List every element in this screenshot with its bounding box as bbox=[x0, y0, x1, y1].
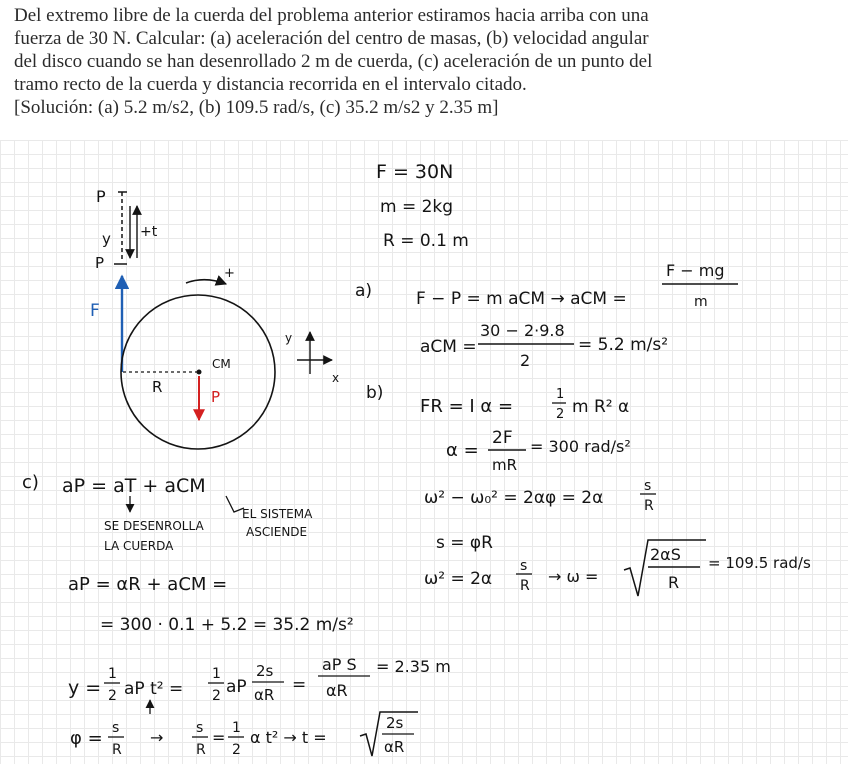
part-a-eq2-num: 30 − 2·9.8 bbox=[480, 321, 565, 340]
problem-line: del disco cuando se han desenrollado 2 m de cuerda, (c) aceleración de un punto del bbox=[14, 51, 653, 72]
part-c-half2-den: 2 bbox=[212, 688, 221, 704]
problem-line: fuerza de 30 N. Calcular: (a) aceleración del centro de masas, (b) velocidad angular bbox=[14, 28, 649, 49]
label-p-point: P bbox=[95, 254, 105, 272]
label-radius: R bbox=[152, 378, 163, 396]
part-c-eq4-b: aP bbox=[226, 677, 247, 697]
note-rises-line2: ASCIENDE bbox=[246, 525, 308, 539]
problem-line: tramo recto de la cuerda y distancia recorrida en el intervalo citado. bbox=[14, 74, 527, 95]
given-mass: m = 2kg bbox=[380, 197, 454, 217]
label-plus-t: +t bbox=[140, 224, 158, 240]
part-c-label: c) bbox=[22, 472, 39, 493]
part-b-eq5-lhs: ω² = 2α bbox=[424, 569, 493, 589]
part-b-eq1-frac-den: 2 bbox=[556, 407, 565, 422]
solution-line: [Solución: (a) 5.2 m/s2, (b) 109.5 rad/s, (c) 35.2 m/s2 y 2.35 m] bbox=[14, 97, 499, 118]
part-b-eq3-den: R bbox=[644, 498, 654, 514]
part-a-eq2-den: 2 bbox=[520, 351, 531, 370]
part-c-eq2: aP = αR + aCM = bbox=[68, 574, 228, 595]
part-c-eq5-tail: α t² → t = bbox=[250, 728, 327, 747]
label-axis-y: y bbox=[285, 331, 293, 345]
part-b-label: b) bbox=[366, 383, 384, 403]
part-c-half2-num: 1 bbox=[212, 666, 221, 682]
part-a-eq2-rhs: = 5.2 m/s² bbox=[578, 335, 669, 355]
part-c-eq1: aP = aT + aCM bbox=[62, 475, 206, 497]
part-a bbox=[355, 261, 738, 370]
part-b-eq1: FR = I α = bbox=[420, 396, 514, 417]
part-b-eq3: ω² − ω₀² = 2αφ = 2α bbox=[424, 488, 604, 508]
note-unwind-line1: SE DESENROLLA bbox=[104, 519, 204, 533]
part-b-eq2-den: mR bbox=[492, 456, 518, 474]
note-rises-line1: EL SISTEMA bbox=[242, 507, 313, 521]
part-b-eq1-tail: m R² α bbox=[572, 397, 630, 417]
part-b-eq1-frac-num: 1 bbox=[556, 387, 565, 402]
problem-line: Del extremo libre de la cuerda del problema anterior estiramos hacia arriba con una bbox=[14, 5, 649, 26]
part-c-eq5-den: R bbox=[112, 742, 122, 758]
part-c-eq4-lhs: y = bbox=[68, 677, 102, 699]
label-cm: CM bbox=[212, 357, 231, 371]
part-b-eq2-rhs: = 300 rad/s² bbox=[530, 437, 631, 456]
part-b-eq2-num: 2F bbox=[492, 428, 513, 448]
given-radius: R = 0.1 m bbox=[383, 231, 469, 251]
center-of-mass-point bbox=[197, 370, 202, 375]
part-b-eq5-rhs: = 109.5 rad/s bbox=[708, 554, 811, 572]
part-c-eq5-eq: = bbox=[212, 728, 226, 747]
part-c-half3-den: 2 bbox=[232, 742, 241, 758]
part-c-eq5-mid-num: s bbox=[196, 720, 204, 736]
disk-diagram bbox=[90, 187, 339, 449]
part-a-eq1-den: m bbox=[694, 294, 708, 310]
part-b-eq5-rad-den: R bbox=[668, 573, 680, 592]
given-force: F = 30N bbox=[376, 161, 454, 183]
part-c-eq4-rhs: = 2.35 m bbox=[376, 657, 451, 676]
part-b-eq5-rad-num: 2αS bbox=[650, 545, 681, 564]
part-b-eq5-mid: → ω = bbox=[548, 567, 599, 586]
part-c-eq4-eq: = bbox=[292, 675, 307, 695]
axes-icon bbox=[285, 331, 339, 385]
note-unwind-line2: LA CUERDA bbox=[104, 539, 174, 553]
part-c-eq5-rad-den: αR bbox=[384, 738, 405, 756]
part-c-eq5-num: s bbox=[112, 720, 120, 736]
part-c-eq3: = 300 · 0.1 + 5.2 = 35.2 m/s² bbox=[100, 615, 354, 635]
part-c-half-den: 2 bbox=[108, 688, 117, 704]
part-c bbox=[22, 472, 451, 758]
part-c-eq4-b-den: αR bbox=[254, 686, 275, 704]
part-a-eq1-num: F − mg bbox=[666, 261, 725, 280]
label-p-top: P bbox=[96, 187, 106, 206]
part-b-eq5-num: s bbox=[520, 558, 528, 574]
part-b-eq2-lhs: α = bbox=[446, 440, 479, 461]
part-c-eq5-mid-den: R bbox=[196, 742, 206, 758]
label-force: F bbox=[90, 301, 100, 321]
part-c-eq4-c-den: αR bbox=[326, 681, 348, 700]
label-weight: P bbox=[211, 388, 221, 406]
part-c-eq4-c-num: aP S bbox=[322, 655, 357, 674]
part-c-eq5-lhs: φ = bbox=[70, 728, 103, 749]
part-c-half3-num: 1 bbox=[232, 720, 241, 736]
rotation-arrow bbox=[186, 280, 226, 284]
label-y: y bbox=[102, 230, 111, 248]
part-a-label: a) bbox=[355, 281, 373, 301]
part-b-eq4: s = φR bbox=[436, 533, 493, 553]
part-c-half-num: 1 bbox=[108, 666, 117, 682]
part-b bbox=[366, 383, 811, 596]
label-rotation-plus: + bbox=[224, 266, 235, 281]
part-c-eq4-b-num: 2s bbox=[256, 662, 274, 680]
part-b-eq5-den: R bbox=[520, 578, 530, 594]
part-a-eq1: F − P = m aCM → aCM = bbox=[416, 289, 627, 309]
part-c-eq4-mid: aP t² = bbox=[124, 679, 184, 699]
part-c-eq5-rad-num: 2s bbox=[386, 714, 404, 732]
part-c-eq5-arrow: → bbox=[150, 728, 164, 747]
label-axis-x: x bbox=[332, 371, 340, 385]
givens bbox=[376, 161, 469, 251]
part-b-eq3-num: s bbox=[644, 478, 652, 494]
part-a-eq2-lhs: aCM = bbox=[420, 337, 477, 357]
